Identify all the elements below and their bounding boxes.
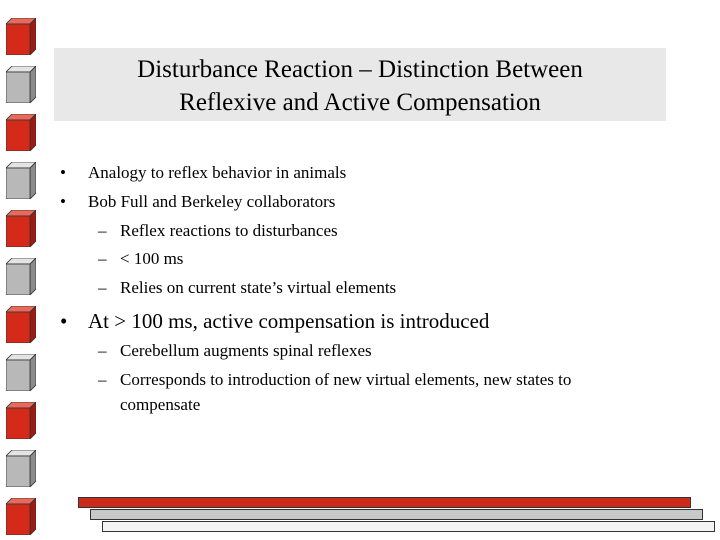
bullet-marker: • (60, 192, 66, 211)
sub-bullet-text: compensate (120, 395, 201, 414)
sub-bullet-marker: – (98, 249, 107, 268)
sub-bullet-text: Cerebellum augments spinal reflexes (120, 341, 372, 360)
sub-bullet-text: Reflex reactions to disturbances (120, 221, 338, 240)
bullet-text: At > 100 ms, active compensation is introduced (88, 309, 490, 333)
title-line-2: Reflexive and Active Compensation (179, 89, 541, 116)
bullet-marker: • (60, 163, 66, 182)
bottom-bar-light (102, 521, 715, 532)
bullet-text: Bob Full and Berkeley collaborators (88, 192, 336, 211)
sub-bullet-text: < 100 ms (120, 249, 184, 268)
bullet-marker: • (60, 309, 68, 333)
sub-bullet-marker: – (98, 341, 107, 360)
sub-bullet-marker: – (98, 370, 107, 389)
title-line-1: Disturbance Reaction – Distinction Between (137, 56, 583, 83)
sub-bullet-marker: – (98, 221, 107, 240)
sub-bullet-text: Corresponds to introduction of new virtual elements, new states to (120, 370, 572, 389)
sub-bullet-text: Relies on current state’s virtual elements (120, 278, 397, 297)
bottom-bar-gray (90, 509, 703, 520)
bullet-text: Analogy to reflex behavior in animals (88, 163, 347, 182)
sub-bullet-marker: – (98, 278, 107, 297)
bottom-bar-red (78, 497, 691, 508)
